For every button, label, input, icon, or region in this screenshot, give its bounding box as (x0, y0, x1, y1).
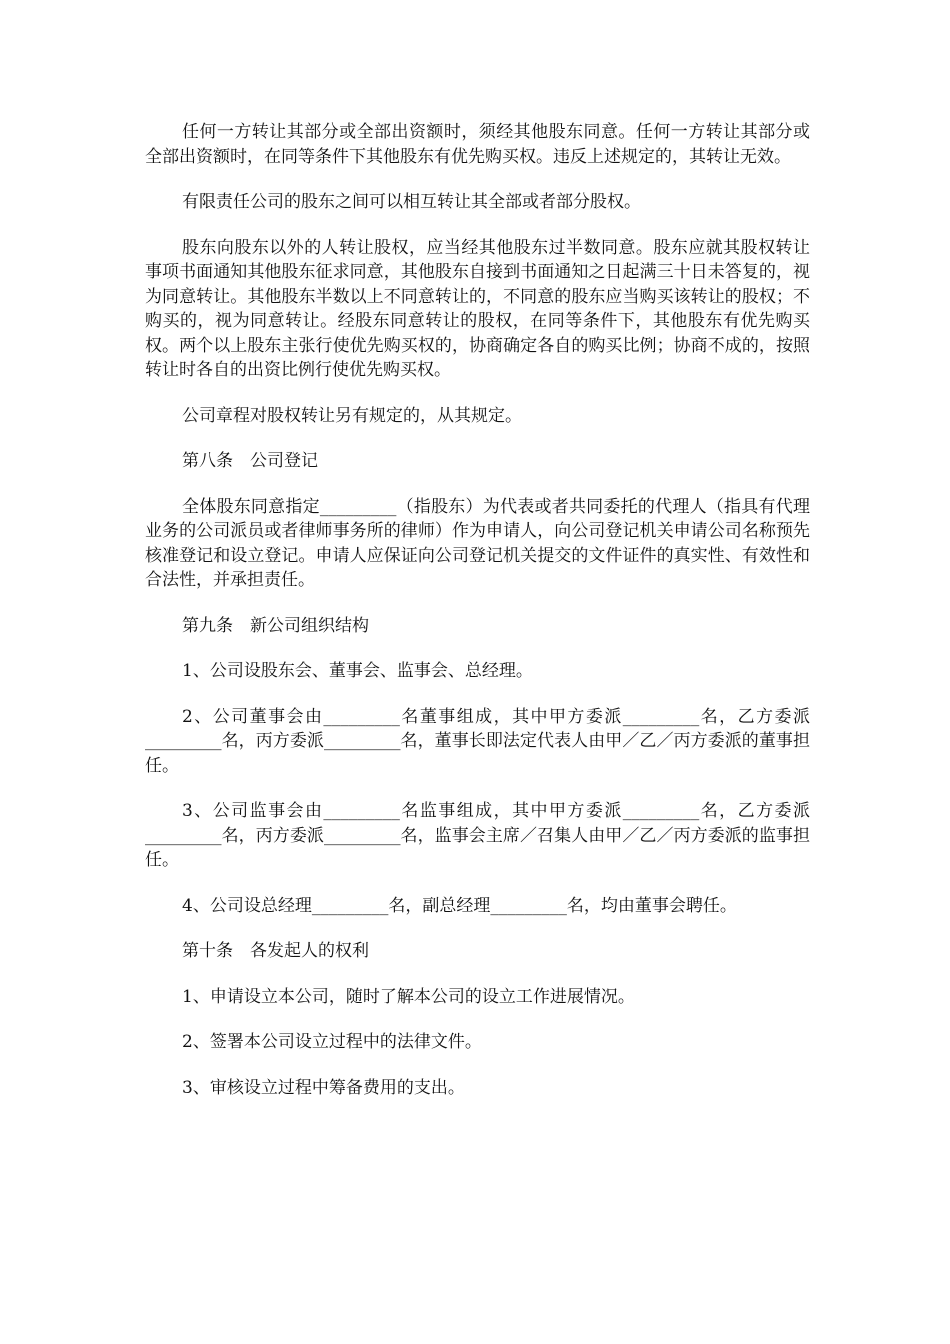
list-item-rights-3: 3、审核设立过程中筹备费用的支出。 (182, 1077, 465, 1098)
paragraph-transfer-consent: 任何一方转让其部分或全部出资额时，须经其他股东同意。任何一方转让其部分或全部出资额时，在同等条件下其他股东有优先购买权。违反上述规定的，其转让无效。 (145, 122, 810, 167)
list-item-org-3: 3、公司监事会由_________名监事组成，其中甲方委派_________名，乙方委派_________名，丙方委派_________名，监事会主席／召集人由甲／乙／丙方委派的监事担任。 (145, 801, 810, 870)
list-item-rights-2: 2、签署本公司设立过程中的法律文件。 (182, 1032, 482, 1052)
paragraph-mutual-transfer: 有限责任公司的股东之间可以相互转让其全部或者部分股权。 (182, 192, 641, 212)
paragraph-registration: 全体股东同意指定_________（指股东）为代表或者共同委托的代理人（指具有代理业务的公司派员或者律师事务所的律师）作为申请人，向公司登记机关申请公司名称预先核准登记和设立登记。申请人应保证向公司登记机关提交的文件证件的真实性、有效性和合法性，并承担责任。 (145, 496, 810, 590)
list-item-rights-1: 1、申请设立本公司，随时了解本公司的设立工作进展情况。 (182, 986, 635, 1007)
paragraph-external-transfer: 股东向股东以外的人转让股权，应当经其他股东过半数同意。股东应就其股权转让事项书面通知其他股东征求同意，其他股东自接到书面通知之日起满三十日未答复的，视为同意转让。其他股东半数以上不同意转让的，不同意的股东应当购买该转让的股权；不购买的，视为同意转让。经股东同意转让的股权，在同等条件下，其他股东有优先购买权。两个以上股东主张行使优先购买权的，协商确定各自的购买比例；协商不成的，按照转让时各自的出资比例行使优先购买权。 (145, 237, 810, 380)
section-heading-article-9: 第九条 新公司组织结构 (182, 615, 369, 636)
paragraph-articles-exception: 公司章程对股权转让另有规定的，从其规定。 (182, 405, 522, 426)
list-item-org-4: 4、公司设总经理_________名，副总经理_________名，均由董事会聘任。 (182, 895, 737, 916)
list-item-org-2: 2、公司董事会由_________名董事组成，其中甲方委派_________名，乙方委派_________名，丙方委派_________名，董事长即法定代表人由甲／乙／丙方委派的董事担任。 (145, 706, 810, 776)
section-heading-article-8: 第八条 公司登记 (182, 451, 318, 471)
list-item-org-1: 1、公司设股东会、董事会、监事会、总经理。 (182, 661, 533, 681)
section-heading-article-10: 第十条 各发起人的权利 (182, 941, 369, 961)
document-page (145, 120, 810, 1121)
